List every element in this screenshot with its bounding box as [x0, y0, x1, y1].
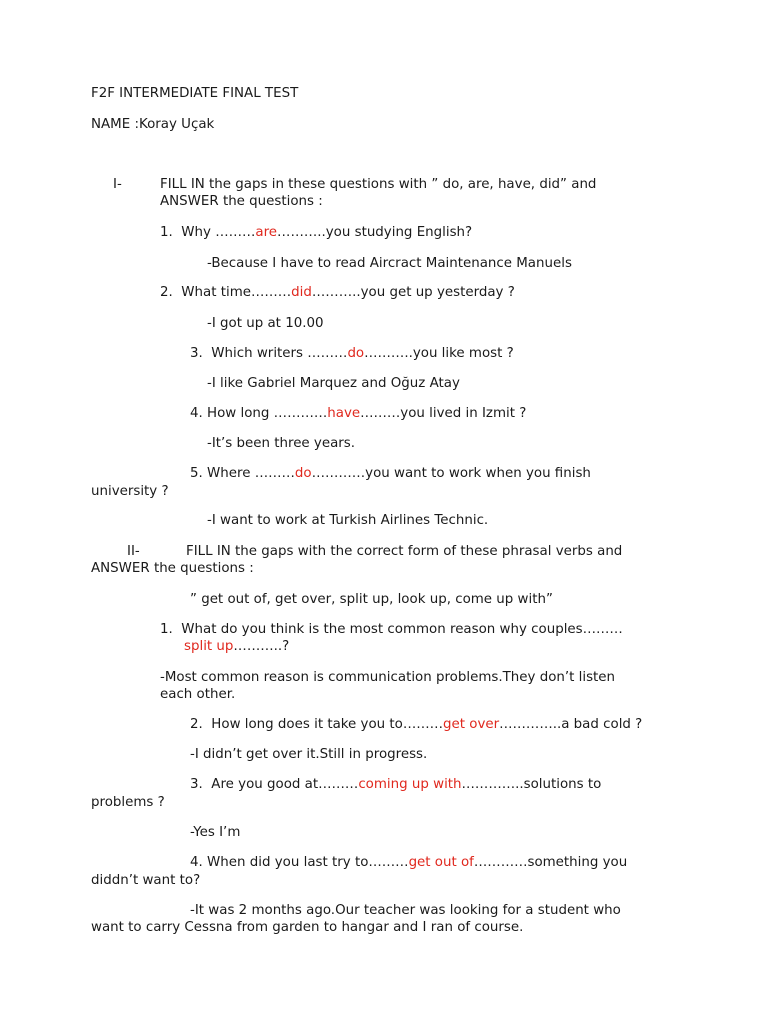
answer-text: have	[327, 406, 361, 421]
question-text-after: ………..you studying English?	[277, 225, 473, 240]
question-number: 4.	[190, 855, 203, 870]
section-2-question-3	[190, 776, 601, 793]
question-number: 1.	[160, 225, 173, 240]
section-2-response-1-line-1: -Most common reason is communication problems.They don’t listen	[160, 670, 616, 685]
answer-text: get out of	[408, 855, 474, 870]
section-2-question-4-continuation: diddn’t want to?	[91, 873, 201, 888]
question-5-continuation: university ?	[91, 484, 169, 499]
phrasal-verbs-list: ” get out of, get over, split up, look up, come up with”	[190, 592, 553, 607]
section-1-instruction-line-1: FILL IN the gaps in these questions with ” do, are, have, did” and	[160, 177, 597, 192]
question-text-before: What do you think is the most common reason why couples………	[181, 622, 623, 637]
section-2-response-3: -Yes I’m	[190, 825, 241, 840]
question-text-after: ………..you like most ?	[364, 346, 514, 361]
question-text-after: ………you lived in Izmit ?	[360, 406, 527, 421]
section-2-question-1-continuation	[184, 638, 289, 655]
section-2-instruction-line-2: ANSWER the questions :	[91, 561, 254, 576]
question-text-before: Why ………	[181, 225, 256, 240]
question-text-before: Where ………	[207, 466, 295, 481]
question-number: 2.	[190, 717, 203, 732]
question-text-before: How long does it take you to………	[207, 717, 444, 732]
question-4	[190, 405, 526, 422]
section-2-response-2: -I didn’t get over it.Still in progress.	[190, 747, 428, 762]
answer-text: get over	[443, 717, 500, 732]
question-text-before: What time………	[181, 285, 292, 300]
document-title: F2F INTERMEDIATE FINAL TEST	[91, 86, 299, 101]
section-2-response-4-line-2: want to carry Cessna from garden to hangar and I ran of course.	[91, 920, 524, 935]
section-2-response-1-line-2: each other.	[160, 687, 236, 702]
question-number: 2.	[160, 285, 173, 300]
answer-text: do	[294, 466, 312, 481]
response-5: -I want to work at Turkish Airlines Technic.	[207, 513, 489, 528]
response-4: -It’s been three years.	[207, 436, 356, 451]
question-3	[190, 345, 514, 362]
answer-text: did	[291, 285, 312, 300]
question-text-after: …………something you	[473, 855, 628, 870]
answer-text: split up	[184, 639, 234, 654]
question-text-after: ………..you get up yesterday ?	[311, 285, 515, 300]
response-3: -I like Gabriel Marquez and Oğuz Atay	[207, 376, 460, 391]
question-number: 3.	[190, 777, 203, 792]
answer-text: are	[255, 225, 278, 240]
question-5	[190, 465, 591, 482]
section-2-question-4	[190, 854, 627, 871]
section-1-numeral: I-	[113, 177, 122, 192]
section-2-question-1	[160, 621, 623, 638]
question-text-before: Which writers ………	[207, 346, 348, 361]
question-number: 5.	[190, 466, 203, 481]
response-1: -Because I have to read Aircract Maintenance Manuels	[207, 256, 572, 271]
question-number: 1.	[160, 622, 173, 637]
question-number: 4.	[190, 406, 203, 421]
section-2-numeral: II-	[127, 544, 140, 559]
answer-text: do	[347, 346, 365, 361]
question-text-before: Are you good at………	[207, 777, 359, 792]
section-2-instruction-line-1: FILL IN the gaps with the correct form of these phrasal verbs and	[186, 544, 623, 559]
section-2-question-3-continuation: problems ?	[91, 795, 165, 810]
section-2-question-2	[190, 716, 642, 733]
answer-text: coming up with	[358, 777, 462, 792]
question-text-after: ………..?	[233, 639, 290, 654]
question-text-after: …………..a bad cold ?	[499, 717, 643, 732]
question-text-after: …………you want to work when you finish	[311, 466, 591, 481]
section-1-instruction-line-2: ANSWER the questions :	[160, 194, 323, 209]
question-number: 3.	[190, 346, 203, 361]
question-text-before: How long …………	[207, 406, 328, 421]
section-2-response-4-line-1: -It was 2 months ago.Our teacher was looking for a student who	[190, 903, 621, 918]
student-name: NAME :Koray Uçak	[91, 117, 215, 132]
question-text-after: …………..solutions to	[461, 777, 602, 792]
question-2	[160, 284, 515, 301]
question-text-before: When did you last try to………	[207, 855, 409, 870]
question-1	[160, 224, 472, 241]
response-2: -I got up at 10.00	[207, 316, 324, 331]
